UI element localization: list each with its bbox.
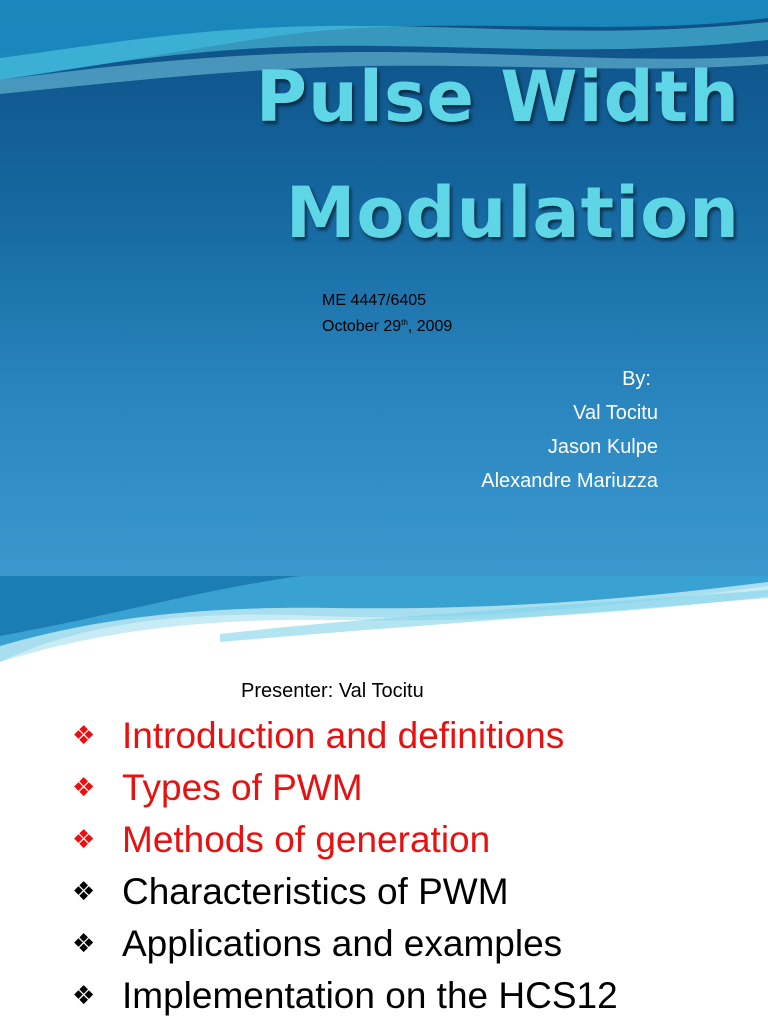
course-info xyxy=(322,290,452,338)
list-item-text: Methods of generation xyxy=(122,819,491,860)
diamond-bullet-icon: ❖ xyxy=(72,981,96,1011)
diamond-bullet-icon: ❖ xyxy=(72,877,96,907)
author-name: Val Tocitu xyxy=(573,402,658,424)
presenter-label: Presenter: Val Tocitu xyxy=(241,680,424,702)
diamond-bullet-icon: ❖ xyxy=(72,825,96,855)
author-name: Alexandre Mariuzza xyxy=(481,470,658,492)
list-item xyxy=(72,710,618,762)
date-suffix: , 2009 xyxy=(407,318,453,335)
course-code: ME 4447/6405 xyxy=(322,292,427,309)
title-line-1: Pulse Width xyxy=(255,56,740,138)
authors-block xyxy=(481,362,658,498)
date-superscript: th xyxy=(401,318,408,327)
list-item xyxy=(72,814,618,866)
wave-decoration xyxy=(0,576,768,666)
agenda-slide xyxy=(0,576,768,1024)
list-item-text: Types of PWM xyxy=(122,767,363,808)
list-item-text: Implementation on the HCS12 xyxy=(122,975,618,1016)
list-item xyxy=(72,970,618,1022)
list-item xyxy=(72,866,618,918)
list-item xyxy=(72,762,618,814)
date-prefix: October 29 xyxy=(322,318,402,335)
list-item-text: Introduction and definitions xyxy=(122,715,565,756)
diamond-bullet-icon: ❖ xyxy=(72,721,96,751)
author-name: Jason Kulpe xyxy=(547,436,658,458)
list-item xyxy=(72,918,618,970)
diamond-bullet-icon: ❖ xyxy=(72,773,96,803)
agenda-list xyxy=(72,710,618,1022)
title-line-2: Modulation xyxy=(285,172,740,254)
list-item-text: Characteristics of PWM xyxy=(122,871,509,912)
by-label: By: xyxy=(622,368,651,390)
presentation-date xyxy=(322,312,452,338)
diamond-bullet-icon: ❖ xyxy=(72,929,96,959)
list-item-text: Applications and examples xyxy=(122,923,563,964)
